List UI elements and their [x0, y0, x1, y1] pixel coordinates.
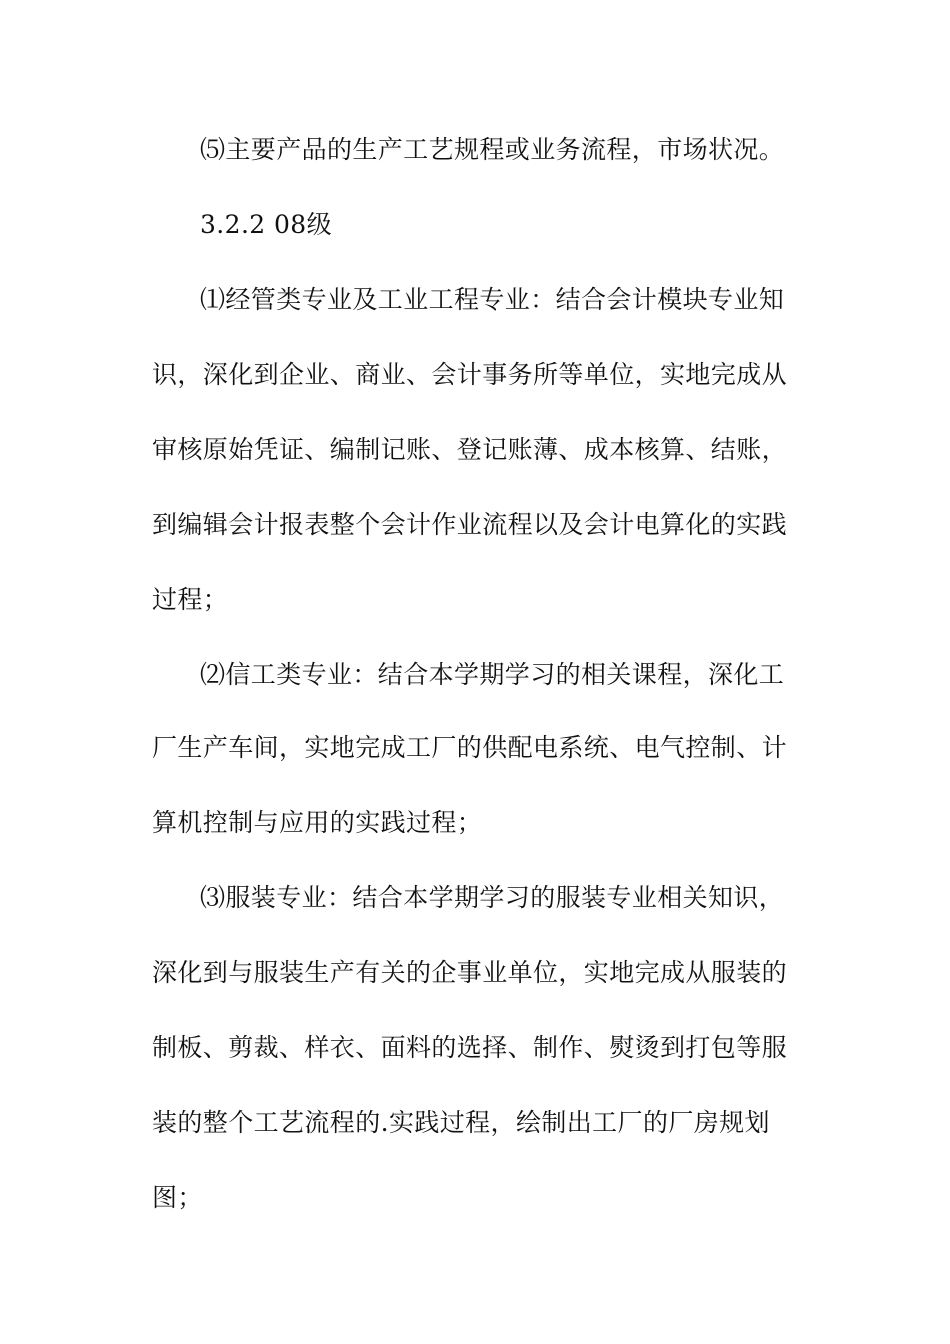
text-line: ⑶服装专业：结合本学期学习的服装专业相关知识，: [200, 883, 785, 912]
text-line: 算机控制与应用的实践过程；: [152, 808, 483, 837]
text-line: ⑵信工类专业：结合本学期学习的相关课程，深化工: [200, 660, 785, 689]
text-line: 装的整个工艺流程的.实践过程，绘制出工厂的厂房规划: [152, 1108, 770, 1137]
text-line: 过程；: [152, 585, 229, 614]
text-line: 识，深化到企业、商业、会计事务所等单位，实地完成从: [152, 360, 788, 389]
text-line: 审核原始凭证、编制记账、登记账薄、成本核算、结账，: [152, 435, 788, 464]
text-line: ⑴经管类专业及工业工程专业：结合会计模块专业知: [200, 285, 785, 314]
text-line: 图；: [152, 1183, 203, 1212]
text-line: ⑸主要产品的生产工艺规程或业务流程，市场状况。: [200, 135, 785, 164]
text-line: 到编辑会计报表整个会计作业流程以及会计电算化的实践: [152, 510, 788, 539]
text-line: 深化到与服装生产有关的企事业单位，实地完成从服装的: [152, 958, 788, 987]
section-heading: 3.2.2 08级: [200, 210, 332, 239]
text-line: 厂生产车间，实地完成工厂的供配电系统、电气控制、计: [152, 733, 788, 762]
text-line: 制板、剪裁、样衣、面料的选择、制作、熨烫到打包等服: [152, 1033, 788, 1062]
